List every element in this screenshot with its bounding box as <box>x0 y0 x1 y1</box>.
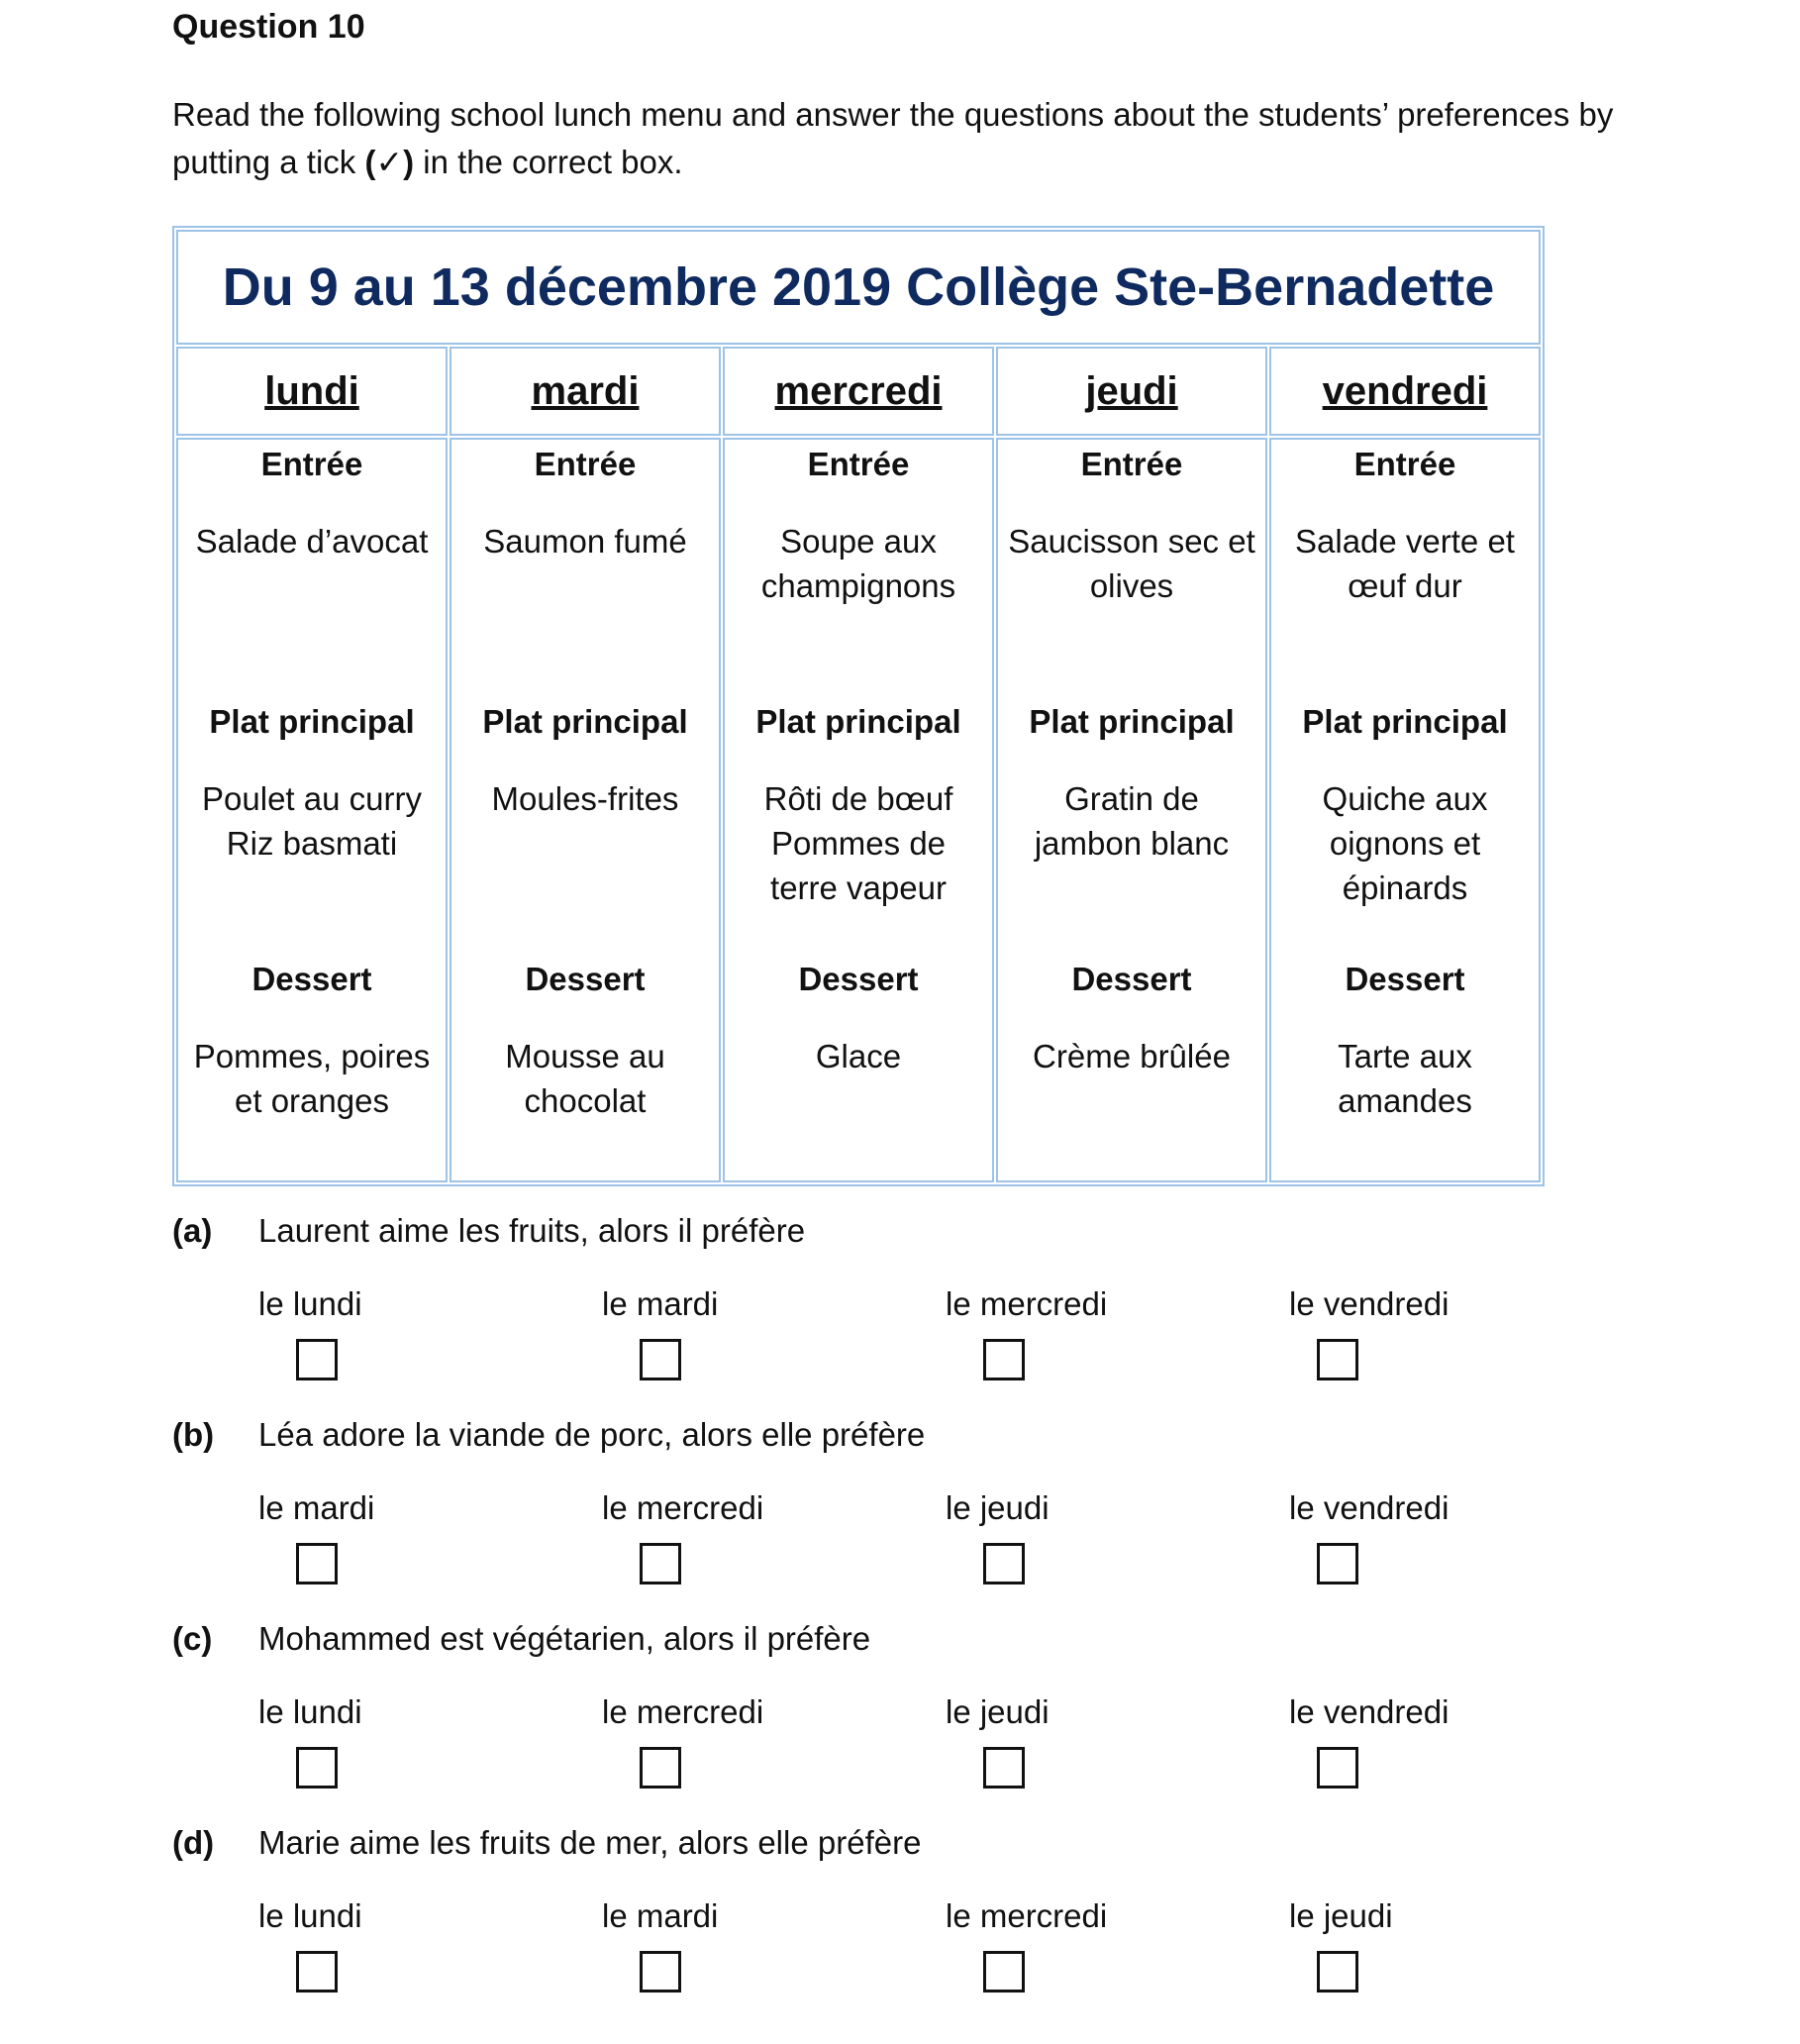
option-label: le jeudi <box>946 1693 1050 1730</box>
option-label: le lundi <box>258 1693 362 1730</box>
tick-box[interactable] <box>640 1339 681 1380</box>
answer-option <box>602 1489 899 1608</box>
answer-option <box>1289 1897 1586 2016</box>
question-letter: (c) <box>172 1620 213 1657</box>
tick-box[interactable] <box>1317 1339 1358 1380</box>
dessert-dish: Crème brûlée <box>1033 1038 1231 1074</box>
question-letter: (a) <box>172 1212 213 1249</box>
tick-box[interactable] <box>296 1543 338 1584</box>
option-label: le vendredi <box>1289 1693 1450 1730</box>
day-header-lundi: lundi <box>176 347 448 436</box>
answer-option <box>602 1693 899 1812</box>
entree-dish: Saumon fumé <box>483 523 687 560</box>
option-label: le jeudi <box>946 1489 1050 1526</box>
answer-option <box>946 1693 1243 1812</box>
tick-box[interactable] <box>983 1951 1025 1993</box>
plat-label: Plat principal <box>1302 703 1508 740</box>
dessert-label: Dessert <box>525 961 646 997</box>
option-label: le mardi <box>602 1285 719 1322</box>
plat-label: Plat principal <box>209 703 415 740</box>
tick-box[interactable] <box>983 1747 1025 1788</box>
answer-option <box>258 1693 555 1812</box>
tick-symbol: (✓) <box>364 144 415 180</box>
day-header-mardi: mardi <box>450 347 721 436</box>
tick-box[interactable] <box>983 1543 1025 1584</box>
option-label: le vendredi <box>1289 1285 1450 1322</box>
question-text: Léa adore la viande de porc, alors elle préfère <box>258 1416 926 1453</box>
entree-dish: Salade d’avocat <box>195 523 429 560</box>
dessert-dish: Pommes, poires et oranges <box>193 1038 431 1119</box>
entree-dish: Soupe aux champignons <box>760 523 956 604</box>
tick-box[interactable] <box>1317 1951 1358 1993</box>
option-label: le lundi <box>258 1897 362 1934</box>
question-letter: (d) <box>172 1824 215 1861</box>
answer-option <box>1289 1285 1586 1404</box>
plat-dish: Quiche aux oignons et épinards <box>1322 780 1488 906</box>
menu-cell-lundi <box>176 438 448 1182</box>
dessert-label: Dessert <box>1345 961 1465 997</box>
answer-option <box>258 1897 555 2016</box>
plat-label: Plat principal <box>482 703 688 740</box>
instructions <box>172 91 1677 186</box>
day-header-mercredi: mercredi <box>723 347 994 436</box>
answer-option <box>946 1285 1243 1404</box>
day-header-jeudi: jeudi <box>996 347 1267 436</box>
option-label: le mercredi <box>602 1489 764 1526</box>
answer-option <box>602 1897 899 2016</box>
option-label: le mardi <box>258 1489 375 1526</box>
menu-cell-mercredi <box>723 438 994 1182</box>
entree-label: Entrée <box>807 446 910 482</box>
answer-option <box>1289 1693 1586 1812</box>
tick-box[interactable] <box>1317 1747 1358 1788</box>
plat-label: Plat principal <box>755 703 961 740</box>
entree-label: Entrée <box>260 446 363 482</box>
dessert-label: Dessert <box>798 961 919 997</box>
tick-box[interactable] <box>296 1339 338 1380</box>
tick-box[interactable] <box>983 1339 1025 1380</box>
day-header-vendredi: vendredi <box>1269 347 1541 436</box>
answer-option <box>258 1489 555 1608</box>
entree-label: Entrée <box>1353 446 1456 482</box>
option-label: le mercredi <box>946 1285 1108 1322</box>
dessert-label: Dessert <box>251 961 372 997</box>
tick-box[interactable] <box>640 1951 681 1993</box>
menu-title: Du 9 au 13 décembre 2019 Collège Ste-Bernadette <box>176 230 1541 345</box>
answer-option <box>1289 1489 1586 1608</box>
plat-dish: Poulet au curry Riz basmati <box>202 780 422 862</box>
plat-dish: Gratin de jambon blanc <box>1034 780 1230 862</box>
tick-box[interactable] <box>640 1747 681 1788</box>
entree-dish: Saucisson sec et olives <box>1008 523 1255 604</box>
instructions-end: in the correct box. <box>414 144 683 180</box>
entree-label: Entrée <box>1080 446 1183 482</box>
option-label: le jeudi <box>1289 1897 1393 1934</box>
question-text: Laurent aime les fruits, alors il préfère <box>258 1212 806 1249</box>
option-label: le vendredi <box>1289 1489 1450 1526</box>
instructions-text: Read the following school lunch menu and answer the questions about the students’ preferences by putting a tick <box>172 96 1614 180</box>
answer-option <box>602 1285 899 1404</box>
option-label: le mercredi <box>946 1897 1108 1934</box>
plat-dish: Rôti de bœuf Pommes de terre vapeur <box>763 780 953 906</box>
dessert-dish: Mousse au chocolat <box>505 1038 665 1119</box>
menu-cell-vendredi <box>1269 438 1541 1182</box>
dessert-dish: Tarte aux amandes <box>1338 1038 1472 1119</box>
plat-dish: Moules-frites <box>491 780 679 817</box>
answer-option <box>258 1285 555 1404</box>
tick-box[interactable] <box>640 1543 681 1584</box>
answer-option <box>946 1489 1243 1608</box>
dessert-dish: Glace <box>815 1038 902 1074</box>
tick-box[interactable] <box>1317 1543 1358 1584</box>
tick-box[interactable] <box>296 1747 338 1788</box>
tick-box[interactable] <box>296 1951 338 1993</box>
entree-dish: Salade verte et œuf dur <box>1295 523 1515 604</box>
option-label: le lundi <box>258 1285 362 1322</box>
option-label: le mercredi <box>602 1693 764 1730</box>
menu-cell-jeudi <box>996 438 1267 1182</box>
question-title: Question 10 <box>172 8 365 46</box>
question-text: Marie aime les fruits de mer, alors elle préfère <box>258 1824 922 1861</box>
question-letter: (b) <box>172 1416 215 1453</box>
question-text: Mohammed est végétarien, alors il préfère <box>258 1620 871 1657</box>
option-label: le mardi <box>602 1897 719 1934</box>
lunch-menu-table <box>172 226 1545 1186</box>
plat-label: Plat principal <box>1029 703 1235 740</box>
menu-cell-mardi <box>450 438 721 1182</box>
dessert-label: Dessert <box>1071 961 1192 997</box>
answer-option <box>946 1897 1243 2016</box>
entree-label: Entrée <box>534 446 637 482</box>
